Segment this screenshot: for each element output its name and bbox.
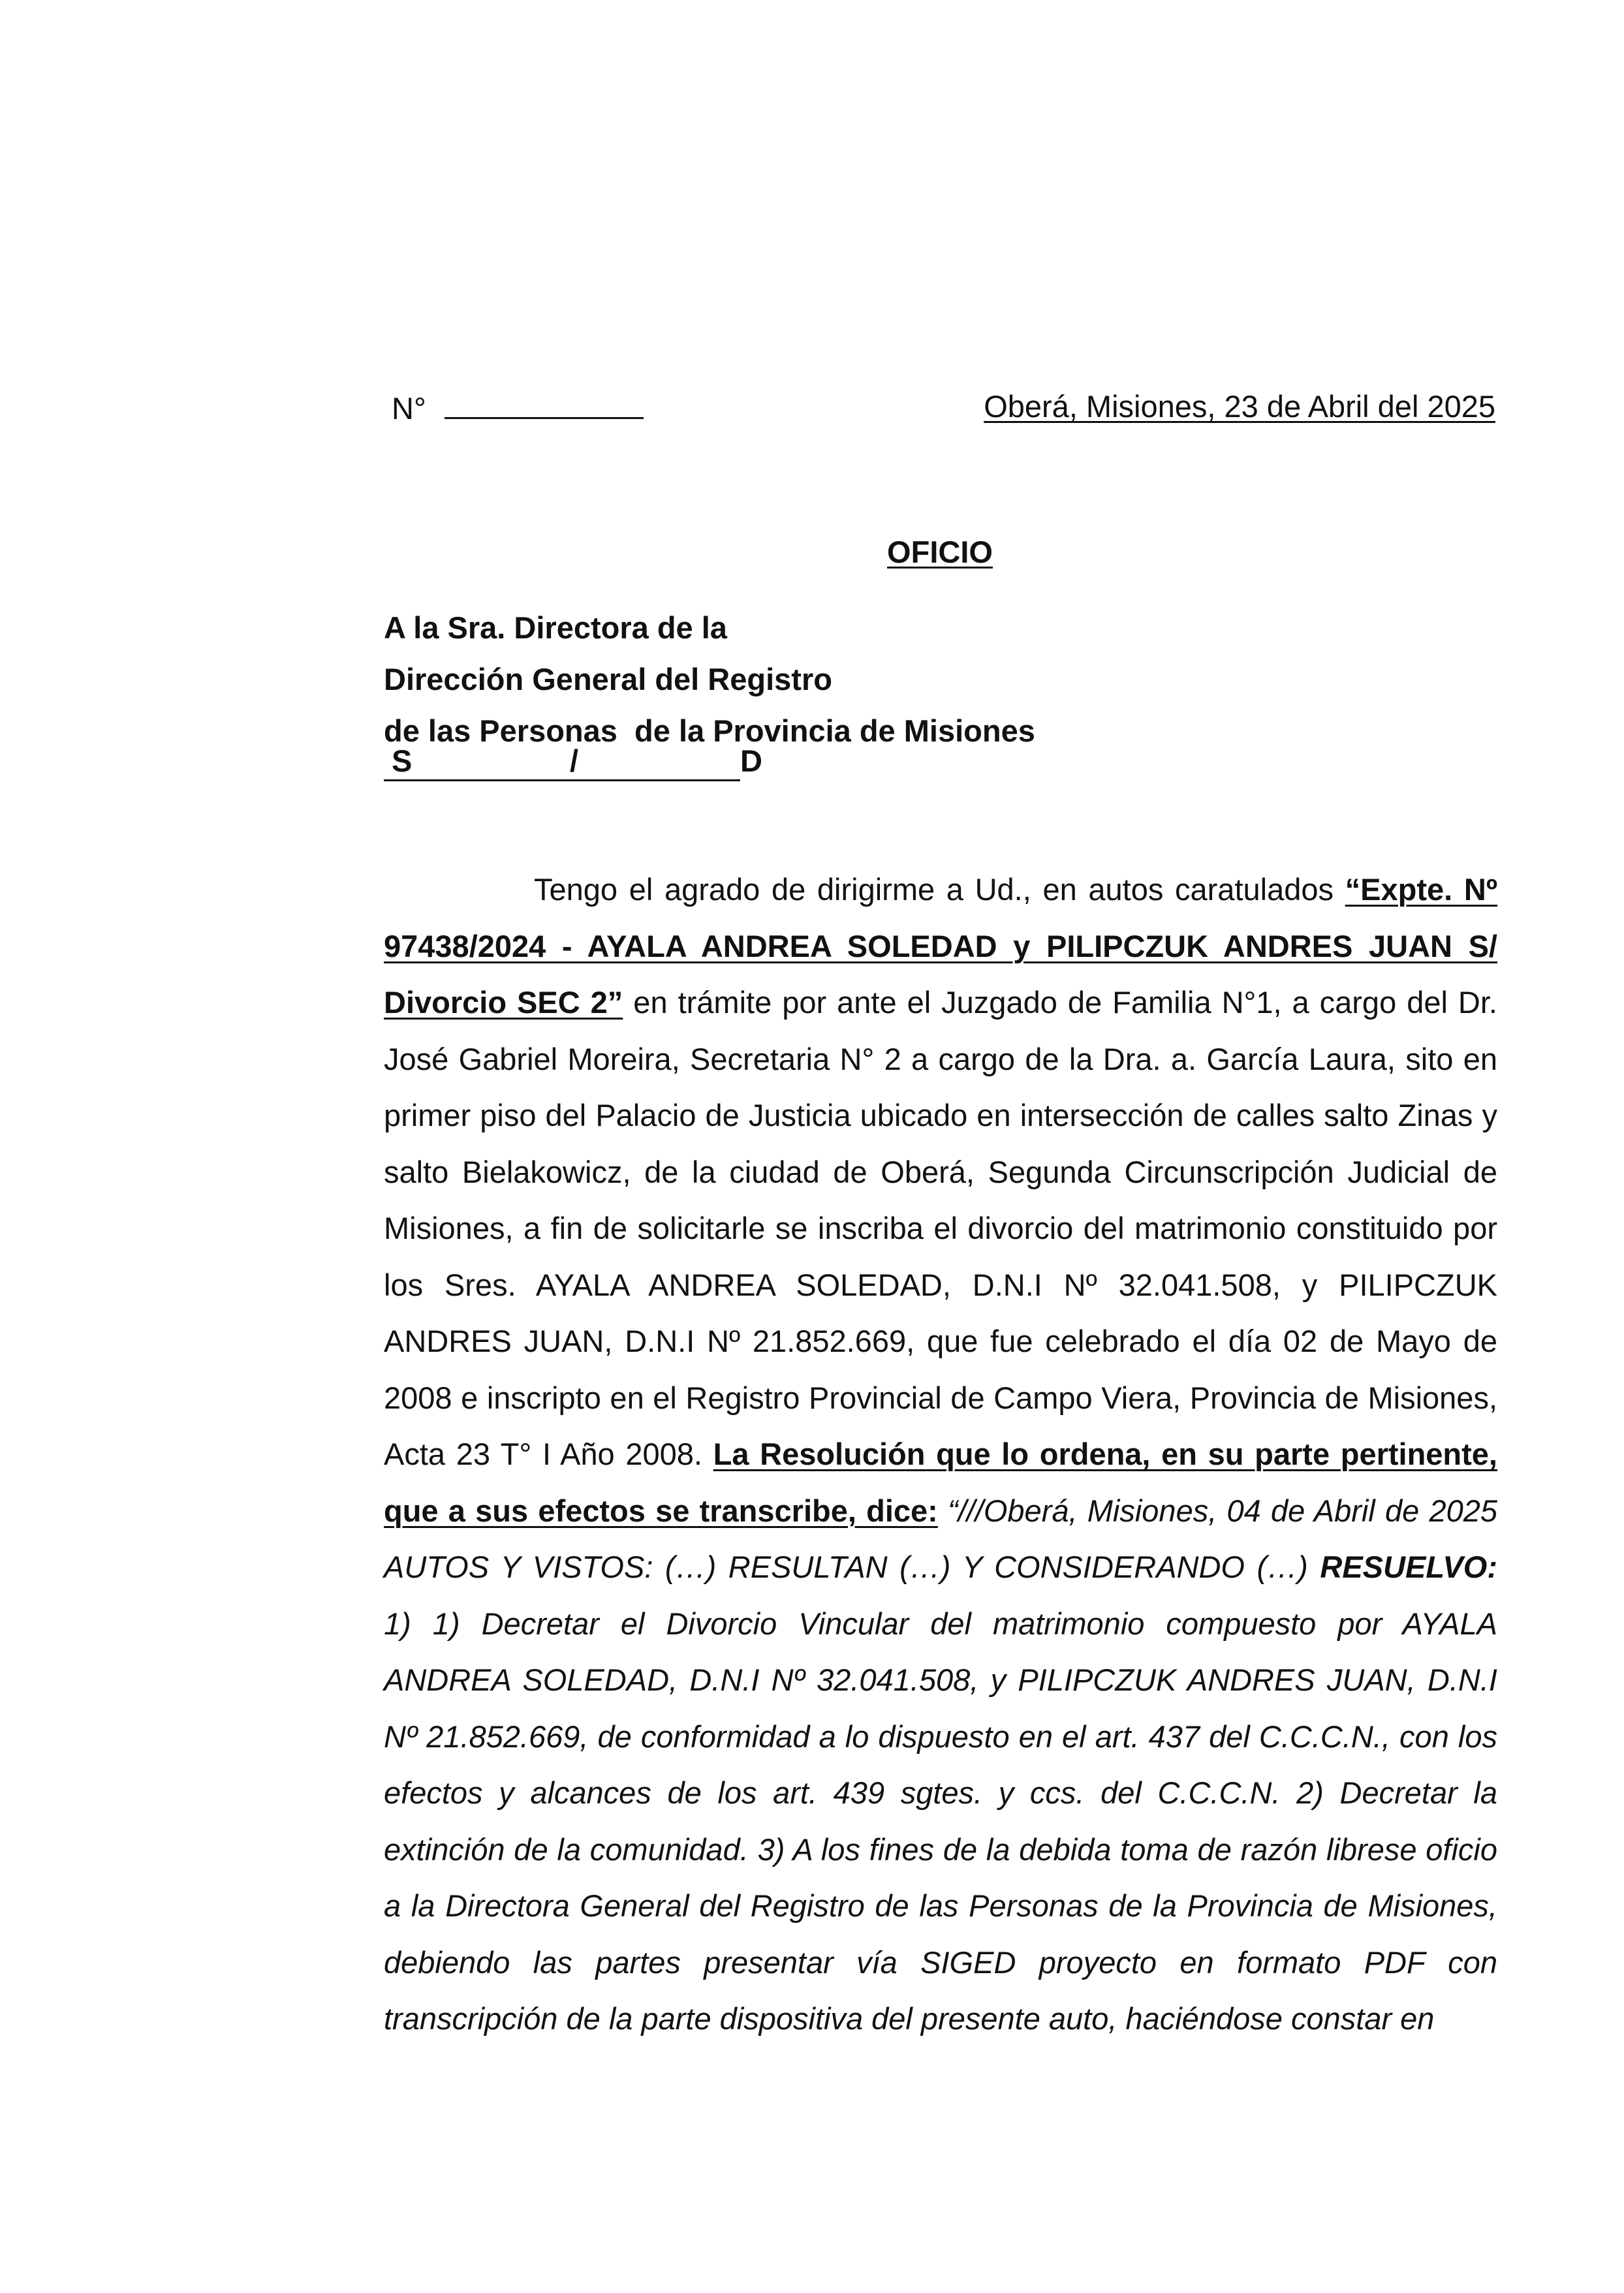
recipient-block [384,602,1035,757]
resuelvo-label: RESUELVO: [1320,1550,1497,1584]
oficio-number-field [392,388,644,427]
resolution-quote-part1: “///Oberá, Misiones, 04 de Abril de 2025 AUTOS Y VISTOS: (…) RESULTAN (…) Y CONSIDERANDO (…) [384,1493,1497,1584]
recipient-line-2: Dirección General del Registro [384,662,832,696]
body-text: en trámite por ante el Juzgado de Familia N°1, a cargo del Dr. José Gabriel Moreira, Secretaria N° 2 a cargo de la Dra. a. García Laura, sito en primer piso del Palacio de Justicia ubicado en intersección de calles salto Zinas y salto Bielakowicz, de la ciudad de Oberá, Segunda Circunscripción Judicial de Misiones, a fin de solicitarle se inscriba el divorcio del matrimonio constituido por los Sres. AYALA ANDREA SOLEDAD, D.N.I Nº 32.041.508, y PILIPCZUK ANDRES JUAN, D.N.I Nº 21.852.669, que fue celebrado el día 02 de Mayo de 2008 e inscripto en el Registro Provincial de Campo Viera, Provincia de Misiones, Acta 23 T° I Año 2008. [384,985,1497,1471]
document-body [384,862,1497,2048]
body-intro: Tengo el agrado de dirigirme a Ud., en autos caratulados [534,872,1345,907]
body-paragraph [384,862,1497,2048]
document-date: Oberá, Misiones, 23 de Abril del 2025 [984,389,1495,424]
sd-s: S [392,743,413,778]
recipient-line-3: de las Personas de la Provincia de Misiones [384,713,1035,748]
number-blank-line [445,388,644,419]
recipient-line-1: A la Sra. Directora de la [384,610,727,645]
sd-slash: / [570,743,579,778]
sd-d: D [740,743,762,778]
document-title: OFICIO [887,535,993,569]
case-title: “Expte. Nº 97438/2024 - AYALA ANDREA SOLEDAD y PILIPCZUK ANDRES JUAN S/ Divorcio SEC 2” [384,872,1497,1020]
resolution-quote-part2: 1) 1) Decretar el Divorcio Vincular del matrimonio compuesto por AYALA ANDREA SOLEDAD, D.N.I Nº 32.041.508, y PILIPCZUK ANDRES JUAN, D.N.I Nº 21.852.669, de conformidad a lo dispuesto en el art. 437 del C.C.C.N., con los efectos y alcances de los art. 439 sgtes. y ccs. del C.C.C.N. 2) Decretar la extinción de la comunidad. 3) A los fines de la debida toma de razón librese oficio a la Directora General del Registro de las Personas de la Provincia de Misiones, debiendo las partes presentar vía SIGED proyecto en formato PDF con transcripción de la parte dispositiva del presente auto, haciéndose constar en [384,1606,1497,2036]
sd-line [384,743,762,781]
resolution-intro: La Resolución que lo ordena, en su parte pertinente, que a sus efectos se transcribe, dice: [384,1437,1497,1528]
number-label: N° [392,391,426,426]
